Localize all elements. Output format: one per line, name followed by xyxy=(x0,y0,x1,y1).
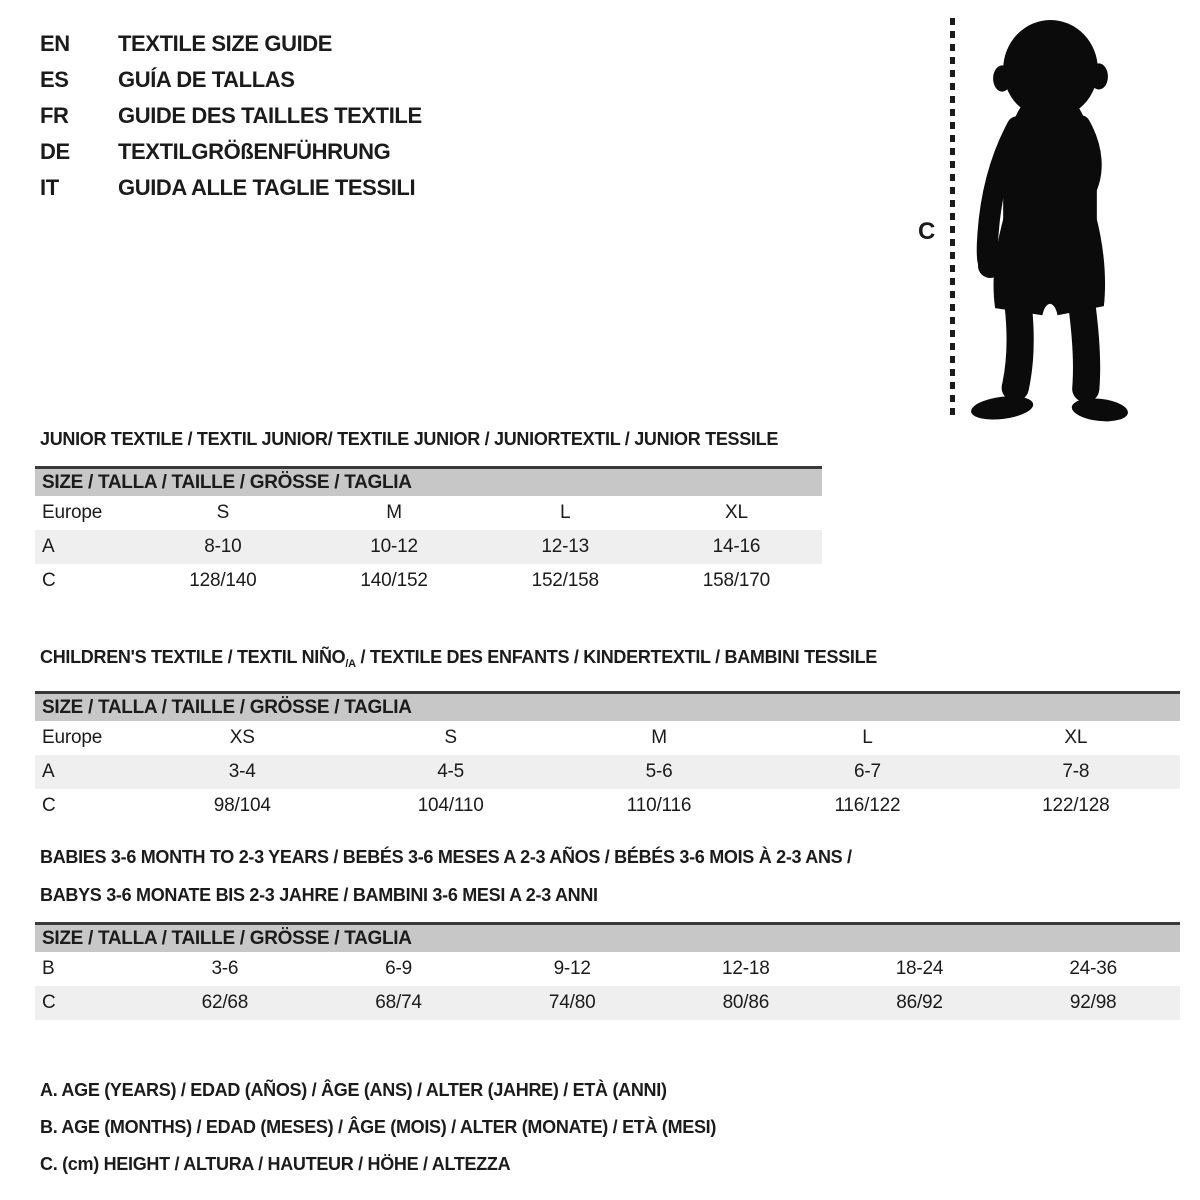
cell-value: 74/80 xyxy=(548,992,596,1013)
table-title-text: CHILDREN'S TEXTILE / TEXTIL NIÑO xyxy=(40,647,346,667)
language-row xyxy=(40,170,422,206)
cell-value: 128/140 xyxy=(189,570,257,591)
cell-value: 152/158 xyxy=(531,570,599,591)
height-measure-label: C xyxy=(918,218,936,245)
cell-value: 116/122 xyxy=(834,795,901,816)
cell-value: 3-4 xyxy=(228,761,256,782)
table-row xyxy=(35,721,1180,755)
cell-value: 8-10 xyxy=(204,536,242,557)
language-code: EN xyxy=(40,31,70,56)
table-row xyxy=(35,952,1180,986)
table-title-text: JUNIOR TEXTILE / TEXTIL JUNIOR/ TEXTILE JUNIOR / JUNIORTEXTIL / JUNIOR TESSILE xyxy=(40,429,779,449)
row-label: C xyxy=(42,570,56,591)
cell-value: 122/128 xyxy=(1042,795,1110,816)
cell-value: L xyxy=(862,727,873,748)
language-code: FR xyxy=(40,103,69,128)
language-code: ES xyxy=(40,67,69,92)
row-label: A xyxy=(42,761,55,782)
cell-value: 110/116 xyxy=(626,795,692,816)
table-title-text: BABIES 3-6 MONTH TO 2-3 YEARS / BEBÉS 3-6 MESES A 2-3 AÑOS / BÉBÉS 3-6 MOIS À 2-3 ANS / xyxy=(40,847,852,867)
table-row xyxy=(35,755,1180,789)
table-title xyxy=(35,884,1180,906)
language-title: GUÍA DE TALLAS xyxy=(118,67,295,92)
language-row xyxy=(40,98,422,134)
note-line: A. AGE (YEARS) / EDAD (AÑOS) / ÂGE (ANS) / ALTER (JAHRE) / ETÀ (ANNI) xyxy=(40,1080,667,1100)
size-header-bar: SIZE / TALLA / TAILLE / GRÖSSE / TAGLIA xyxy=(35,691,1180,721)
note-line: B. AGE (MONTHS) / EDAD (MESES) / ÂGE (MOIS) / ALTER (MONATE) / ETÀ (MESI) xyxy=(40,1117,717,1137)
height-measure-dashed-line xyxy=(950,18,955,416)
cell-value: 9-12 xyxy=(553,958,591,979)
cell-value: L xyxy=(560,502,571,523)
cell-value: 140/152 xyxy=(360,570,428,591)
language-row xyxy=(40,134,422,170)
cell-value: 10-12 xyxy=(370,536,418,557)
cell-value: 80/86 xyxy=(722,992,770,1013)
table-title xyxy=(35,646,1180,675)
table-row xyxy=(35,564,822,598)
cell-value: 24-36 xyxy=(1069,958,1117,979)
cell-value: 68/74 xyxy=(375,992,422,1013)
cell-value: 5-6 xyxy=(645,761,673,782)
cell-value: 62/68 xyxy=(201,992,249,1013)
row-label: Europe xyxy=(42,727,103,748)
language-code: DE xyxy=(40,139,70,164)
table-title xyxy=(35,428,822,450)
row-label: C xyxy=(42,795,56,816)
table-row xyxy=(35,530,822,564)
language-title: GUIDA ALLE TAGLIE TESSILI xyxy=(118,175,416,200)
cell-value: XL xyxy=(1064,727,1088,748)
note-line: C. (cm) HEIGHT / ALTURA / HAUTEUR / HÖHE / ALTEZZA xyxy=(40,1154,511,1174)
size-header-bar: SIZE / TALLA / TAILLE / GRÖSSE / TAGLIA xyxy=(35,466,822,496)
children-size-table xyxy=(35,646,1180,823)
cell-value: 18-24 xyxy=(895,958,944,979)
babies-size-table xyxy=(35,846,1180,1020)
cell-value: XS xyxy=(229,727,255,748)
size-header-bar: SIZE / TALLA / TAILLE / GRÖSSE / TAGLIA xyxy=(35,922,1180,952)
row-label: Europe xyxy=(42,502,103,523)
cell-value: 104/110 xyxy=(417,795,484,816)
table-row xyxy=(35,789,1180,823)
table-row xyxy=(35,496,822,530)
legend-notes xyxy=(40,1072,716,1183)
cell-value: 6-9 xyxy=(385,958,412,979)
cell-value: 14-16 xyxy=(712,536,761,557)
cell-value: 158/170 xyxy=(702,570,771,591)
cell-value: 12-18 xyxy=(722,958,770,979)
cell-value: S xyxy=(216,502,230,523)
cell-value: 98/104 xyxy=(213,795,271,816)
language-row xyxy=(40,62,422,98)
language-title: TEXTILE SIZE GUIDE xyxy=(118,31,333,56)
language-title: GUIDE DES TAILLES TEXTILE xyxy=(118,103,422,128)
cell-value: 6-7 xyxy=(853,761,881,782)
cell-value: 7-8 xyxy=(1062,761,1090,782)
language-list xyxy=(40,26,422,206)
junior-size-table xyxy=(35,428,822,598)
table-title-text: / TEXTILE DES ENFANTS / KINDERTEXTIL / BAMBINI TESSILE xyxy=(355,647,877,667)
language-title: TEXTILGRÖßENFÜHRUNG xyxy=(118,139,391,164)
toddler-silhouette-icon xyxy=(958,14,1142,422)
cell-value: S xyxy=(444,727,457,748)
row-label: B xyxy=(42,958,55,979)
row-label: C xyxy=(42,992,56,1013)
cell-value: 4-5 xyxy=(437,761,465,782)
table-title-text: BABYS 3-6 MONATE BIS 2-3 JAHRE / BAMBINI 3-6 MESI A 2-3 ANNI xyxy=(40,885,598,905)
cell-value: 3-6 xyxy=(211,958,239,979)
cell-value: 92/98 xyxy=(1069,992,1117,1013)
table-row xyxy=(35,986,1180,1020)
row-label: A xyxy=(42,536,55,557)
cell-value: 12-13 xyxy=(541,536,590,557)
table-title-subscript: /A xyxy=(345,658,356,670)
language-code: IT xyxy=(40,175,59,200)
language-row xyxy=(40,26,422,62)
cell-value: XL xyxy=(724,502,748,523)
cell-value: M xyxy=(651,727,667,748)
cell-value: 86/92 xyxy=(896,992,943,1013)
cell-value: M xyxy=(386,502,402,523)
table-title xyxy=(35,846,1180,868)
